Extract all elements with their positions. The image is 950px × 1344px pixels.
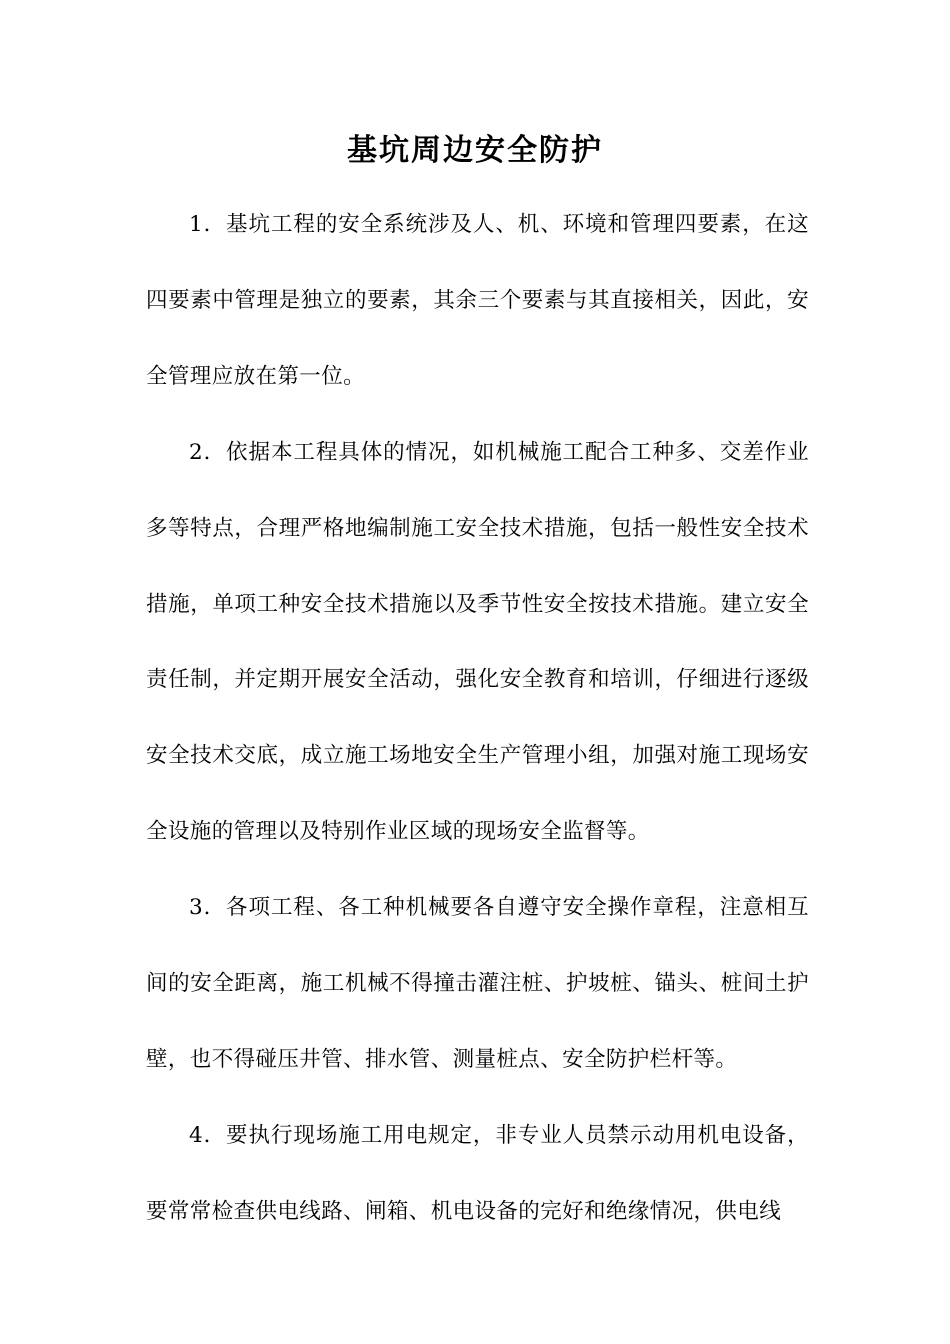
paragraph-4: 4．要执行现场施工用电规定，非专业人员禁示动用机电设备，要常常检查供电线路、闸箱、机电设备的完好和绝缘情况，供电线 [146,1122,809,1224]
document-title: 基坑周边安全防护 [347,133,603,168]
paragraph-2: 2．依据本工程具体的情况，如机械施工配合工种多、交差作业多等特点，合理严格地编制施工安全技术措施，包括一般性安全技术措施，单项工种安全技术措施以及季节性安全按技术措施。建立安全责任制，并定期开展安全活动，强化安全教育和培训，仔细进行逐级安全技术交底，成立施工场地安全生产管理小组，加强对施工现场安全设施的管理以及特别作业区域的现场安全监督等。 [146,439,809,845]
document-body [146,187,809,1250]
paragraph-3: 3．各项工程、各工种机械要各自遵守安全操作章程，注意相互间的安全距离，施工机械不得撞击灌注桩、护坡桩、锚头、桩间土护壁，也不得碰压井管、排水管、测量桩点、安全防护栏杆等。 [146,895,809,1072]
paragraph-1: 1．基坑工程的安全系统涉及人、机、环境和管理四要素，在这四要素中管理是独立的要素，其余三个要素与其直接相关，因此，安全管理应放在第一位。 [146,212,809,389]
